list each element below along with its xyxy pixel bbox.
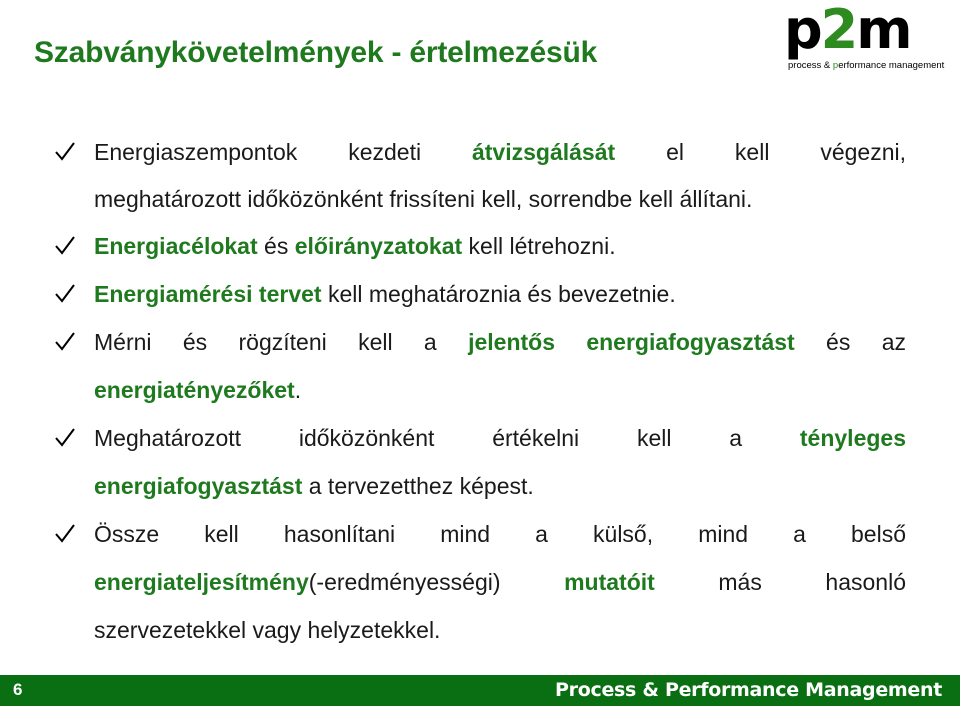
bullet-line: energiatényezőket. (94, 377, 302, 403)
page-number: 6 (13, 680, 23, 699)
bullet-line: Meghatározott időközönként értékelni kell a tényleges (94, 425, 906, 451)
list-item (54, 510, 906, 654)
list-item (54, 414, 906, 510)
checkmark-icon (54, 330, 76, 352)
bullet-line: Energiacélokat és előirányzatokat kell létrehozni. (94, 233, 616, 259)
bullet-list (54, 128, 906, 654)
bullet-line: Mérni és rögzíteni kell a jelentős energiafogyasztást és az (94, 329, 906, 355)
logo-wordmark: p2m (784, 0, 911, 61)
logo-subtitle: process & performance management (788, 60, 945, 71)
p2m-logo (784, 0, 945, 72)
bullet-line: meghatározott időközönként frissíteni kell, sorrendbe kell állítani. (94, 186, 753, 212)
slide-title: Szabványkövetelmények - értelmezésük (34, 36, 598, 69)
footer-bar (0, 675, 960, 706)
bullet-line: energiateljesítmény(-eredményességi) mutatóit más hasonló (94, 569, 906, 595)
list-item (54, 222, 906, 270)
bullet-line: Energiamérési tervet kell meghatároznia és bevezetnie. (94, 281, 676, 307)
footer-company-name: Process & Performance Management (555, 679, 942, 701)
checkmark-icon (54, 140, 76, 162)
bullet-line: Energiaszempontok kezdeti átvizsgálását el kell végezni, (94, 139, 907, 165)
list-item (54, 318, 906, 414)
checkmark-icon (54, 522, 76, 544)
bullet-line: szervezetekkel vagy helyzetekkel. (94, 617, 441, 643)
checkmark-icon (54, 426, 76, 448)
checkmark-icon (54, 234, 76, 256)
list-item (54, 128, 906, 222)
list-item (54, 270, 906, 318)
bullet-line: energiafogyasztást a tervezetthez képest. (94, 473, 534, 499)
bullet-line: Össze kell hasonlítani mind a külső, mind a belső (94, 521, 906, 547)
checkmark-icon (54, 282, 76, 304)
